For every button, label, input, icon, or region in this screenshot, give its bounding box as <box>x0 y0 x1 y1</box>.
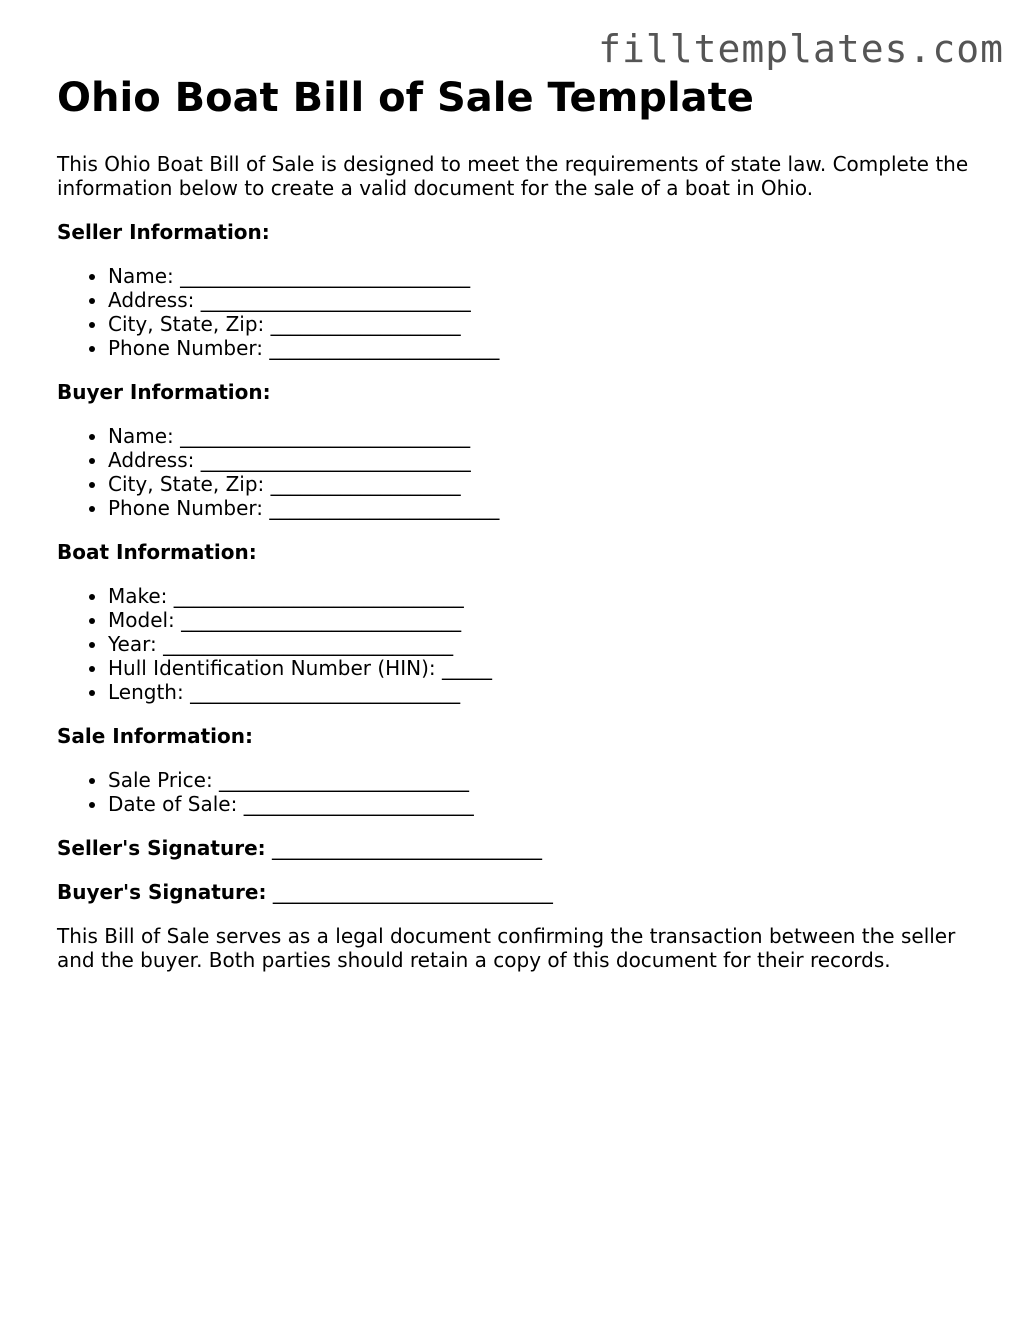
boat-make-field[interactable]: • Make: _____________________________ <box>108 584 997 608</box>
buyer-field-list <box>57 424 997 520</box>
seller-signature-row <box>57 836 997 860</box>
boat-field-list <box>57 584 997 704</box>
buyer-address-field[interactable]: • Address: ___________________________ <box>108 448 997 472</box>
boat-hin-field[interactable]: • Hull Identification Number (HIN): _____ <box>108 656 997 680</box>
buyer-section-heading: Buyer Information: <box>57 380 271 404</box>
document-page <box>57 74 997 972</box>
sale-field-list <box>57 768 997 816</box>
intro-paragraph: This Ohio Boat Bill of Sale is designed to meet the requirements of state law. Complete the information below to create a valid document for the sale of a boat in Ohio. <box>57 152 969 200</box>
sale-section-heading: Sale Information: <box>57 724 253 748</box>
sale-price-field[interactable]: • Sale Price: _________________________ <box>108 768 997 792</box>
boat-section-heading: Boat Information: <box>57 540 257 564</box>
seller-city-state-zip-field[interactable]: • City, State, Zip: ___________________ <box>108 312 997 336</box>
site-watermark: filltemplates.com <box>598 27 1004 71</box>
boat-year-field[interactable]: • Year: _____________________________ <box>108 632 997 656</box>
document-title: Ohio Boat Bill of Sale Template <box>57 75 754 121</box>
seller-signature-line[interactable]: ___________________________ <box>272 836 542 860</box>
sale-date-field[interactable]: • Date of Sale: _______________________ <box>108 792 997 816</box>
seller-address-field[interactable]: • Address: ___________________________ <box>108 288 997 312</box>
buyer-signature-row <box>57 880 997 904</box>
buyer-phone-field[interactable]: • Phone Number: _______________________ <box>108 496 997 520</box>
seller-signature-label: Seller's Signature: <box>57 836 266 860</box>
seller-section-heading: Seller Information: <box>57 220 270 244</box>
buyer-signature-line[interactable]: ____________________________ <box>272 880 553 904</box>
closing-paragraph: This Bill of Sale serves as a legal document confirming the transaction between the seller and the buyer. Both parties should retain a copy of this document for their records. <box>57 924 956 972</box>
buyer-name-field[interactable]: • Name: _____________________________ <box>108 424 997 448</box>
boat-model-field[interactable]: • Model: ____________________________ <box>108 608 997 632</box>
buyer-city-state-zip-field[interactable]: • City, State, Zip: ___________________ <box>108 472 997 496</box>
seller-name-field[interactable]: • Name: _____________________________ <box>108 264 997 288</box>
buyer-signature-label: Buyer's Signature: <box>57 880 267 904</box>
seller-field-list <box>57 264 997 360</box>
boat-length-field[interactable]: • Length: ___________________________ <box>108 680 997 704</box>
seller-phone-field[interactable]: • Phone Number: _______________________ <box>108 336 997 360</box>
